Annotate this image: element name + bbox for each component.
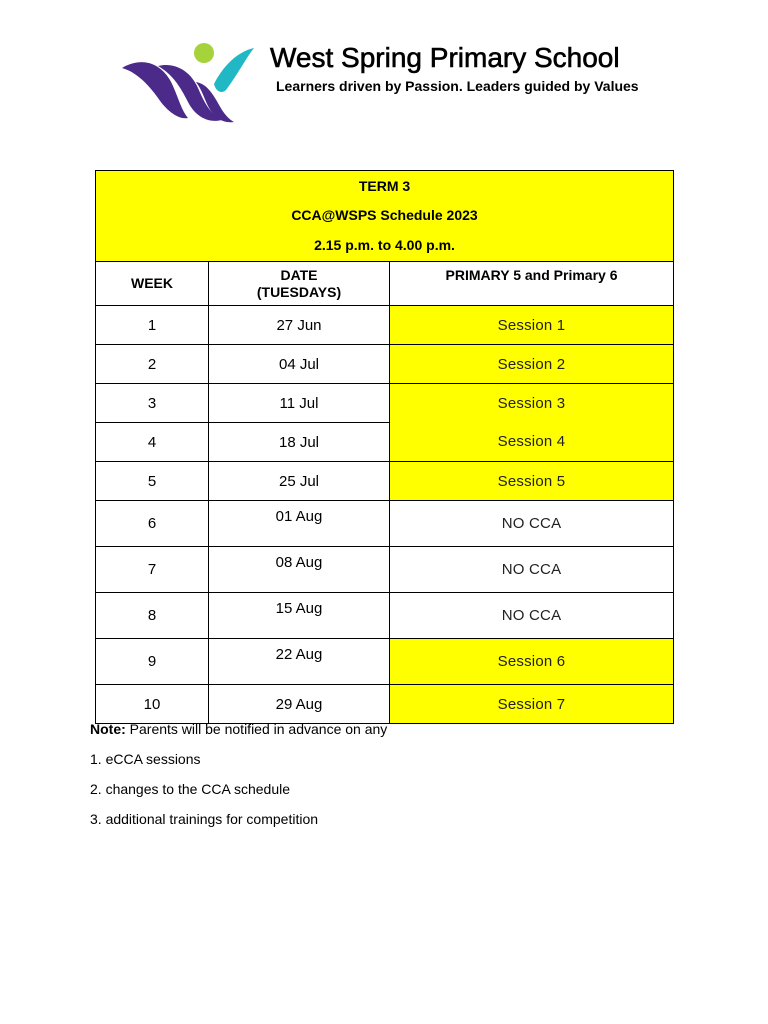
column-header-level: PRIMARY 5 and Primary 6: [390, 262, 674, 306]
table-row: [96, 384, 674, 423]
week-cell: 9: [96, 639, 209, 685]
date-cell: 01 Aug: [209, 501, 390, 547]
column-header-week: WEEK: [96, 262, 209, 306]
date-cell: 25 Jul: [209, 462, 390, 501]
notes-item: 3. additional trainings for competition: [90, 811, 319, 827]
session-cell: Session 5: [390, 462, 674, 501]
table-row: [96, 462, 674, 501]
column-header-date-line2: (TUESDAYS): [256, 283, 342, 300]
date-cell: 08 Aug: [209, 547, 390, 593]
notes-item: 1. eCCA sessions: [90, 751, 201, 767]
week-cell: 5: [96, 462, 209, 501]
schedule-title: CCA@WSPS Schedule 2023: [291, 207, 478, 224]
week-cell: 6: [96, 501, 209, 547]
session-cell: Session 4: [390, 423, 674, 462]
week-cell: 2: [96, 345, 209, 384]
date-cell: 15 Aug: [209, 593, 390, 639]
session-cell: Session 2: [390, 345, 674, 384]
notes-section: [90, 720, 387, 840]
week-cell: 10: [96, 685, 209, 724]
session-cell: Session 6: [390, 639, 674, 685]
notes-item: 2. changes to the CCA schedule: [90, 781, 291, 797]
date-cell: 11 Jul: [209, 384, 390, 423]
session-cell: Session 7: [390, 685, 674, 724]
session-cell: NO CCA: [390, 593, 674, 639]
date-cell: 27 Jun: [209, 306, 390, 345]
notes-intro: [90, 720, 387, 750]
session-cell: NO CCA: [390, 501, 674, 547]
column-header-date-line1: DATE: [280, 266, 318, 283]
week-cell: 4: [96, 423, 209, 462]
table-title-cell: [96, 171, 674, 262]
table-row: [96, 593, 674, 639]
session-cell: Session 3: [390, 384, 674, 423]
date-cell: 29 Aug: [209, 685, 390, 724]
date-cell: 18 Jul: [209, 423, 390, 462]
week-cell: 1: [96, 306, 209, 345]
table-row: [96, 685, 674, 724]
date-cell: 04 Jul: [209, 345, 390, 384]
table-row: [96, 639, 674, 685]
school-logo-icon: [118, 40, 258, 125]
school-name: West Spring Primary School: [270, 42, 620, 73]
table-title-row: [96, 171, 674, 262]
session-cell: Session 1: [390, 306, 674, 345]
session-cell: NO CCA: [390, 547, 674, 593]
school-motto: Learners driven by Passion. Leaders guided by Values: [276, 78, 639, 94]
column-header-date: [209, 262, 390, 306]
term-label: TERM 3: [358, 177, 411, 194]
page-header: [0, 0, 768, 140]
week-cell: 3: [96, 384, 209, 423]
table-row: [96, 345, 674, 384]
date-cell: 22 Aug: [209, 639, 390, 685]
table-row: [96, 501, 674, 547]
table-header-row: [96, 262, 674, 306]
week-cell: 8: [96, 593, 209, 639]
schedule-time: 2.15 p.m. to 4.00 p.m.: [314, 236, 455, 253]
table-row: [96, 306, 674, 345]
cca-schedule-table: [95, 170, 674, 724]
notes-text: Parents will be notified in advance on any: [125, 721, 388, 737]
table-row: [96, 547, 674, 593]
notes-label: Note:: [90, 721, 126, 737]
table-row: [96, 423, 674, 462]
week-cell: 7: [96, 547, 209, 593]
